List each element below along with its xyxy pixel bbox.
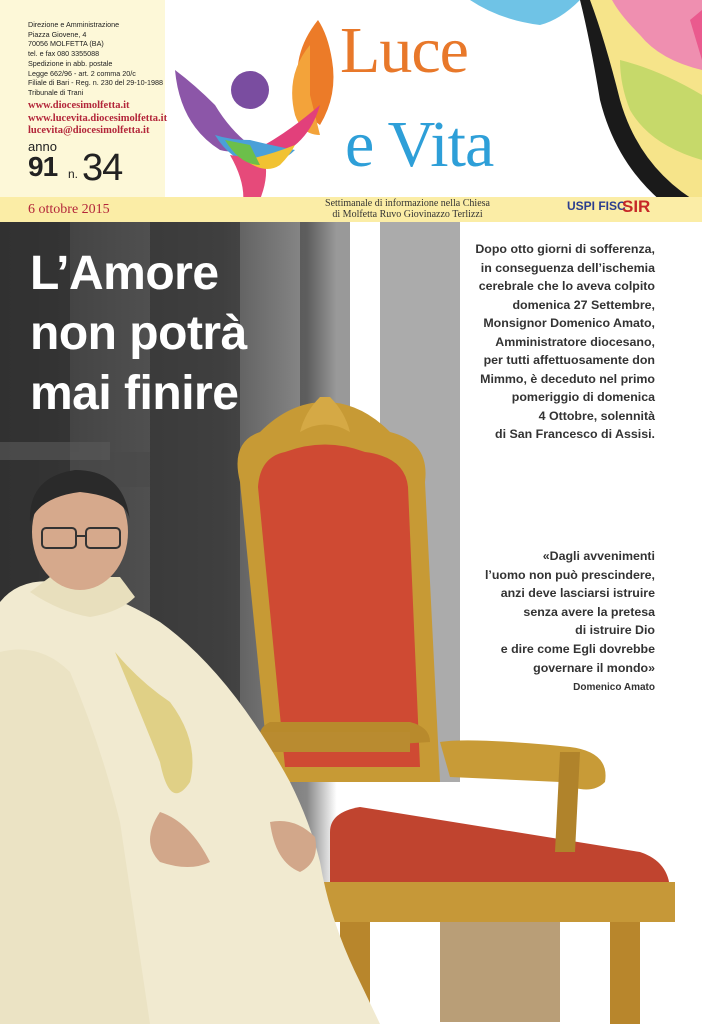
- story-line: 4 Ottobre, solennità: [538, 408, 655, 423]
- title-luce: Luce: [340, 14, 468, 87]
- quote-line: governare il mondo»: [533, 660, 655, 675]
- lucevita-website-link[interactable]: www.lucevita.diocesimolfetta.it: [28, 112, 168, 124]
- story-line: in conseguenza dell’ischemia: [480, 260, 655, 275]
- subtitle-line: Settimanale di informazione nella Chiesa: [325, 198, 490, 209]
- admin-line: Legge 662/96 - art. 2 comma 20/c: [28, 68, 136, 78]
- story-line: pomeriggio di domenica: [511, 390, 655, 404]
- cover-headline: [30, 244, 247, 424]
- headline-line: non potrà: [30, 307, 247, 360]
- diocese-website-link[interactable]: www.diocesimolfetta.it: [28, 100, 130, 111]
- issue-number: 34: [82, 147, 123, 189]
- story-line: domenica 27 Settembre,: [512, 297, 655, 312]
- admin-info: [28, 20, 163, 98]
- title-e-vita: e Vita: [345, 108, 494, 181]
- headline-line: L’Amore: [30, 247, 219, 300]
- story-line: Mimmo, è deceduto nel primo: [480, 371, 655, 386]
- quote-line: senza avere la pretesa: [523, 604, 655, 619]
- quote-line: anzi deve lasciarsi istruire: [500, 586, 655, 601]
- story-line: Amministratore diocesano,: [495, 334, 655, 349]
- masthead-subtitle: [300, 199, 515, 220]
- issue-date: 6 ottobre 2015: [28, 202, 110, 217]
- admin-line: Piazza Giovene, 4: [28, 29, 87, 39]
- story-line: cerebrale che lo aveva colpito: [478, 279, 655, 293]
- admin-line: 70056 MOLFETTA (BA): [28, 39, 104, 49]
- subtitle-line: di Molfetta Ruvo Giovinazzo Terlizzi: [332, 208, 483, 220]
- admin-line: Tribunale di Trani: [28, 87, 84, 97]
- story-line: Monsignor Domenico Amato,: [483, 316, 655, 330]
- email-link[interactable]: lucevita@diocesimolfetta.it: [28, 125, 150, 136]
- quote-author: Domenico Amato: [573, 682, 655, 693]
- headline-line: mai finire: [30, 367, 239, 420]
- quote-line: l’uomo non può prescindere,: [484, 567, 655, 582]
- pull-quote: [440, 547, 655, 677]
- masthead: [0, 0, 702, 222]
- number-label: n.: [68, 167, 79, 181]
- year-number: 91: [28, 151, 58, 182]
- quote-line: e dire come Egli dovrebbe: [500, 641, 655, 656]
- admin-line: tel. e fax 080 3355088: [28, 49, 100, 59]
- luce-e-vita-logo: [170, 15, 345, 215]
- story-line: per tutti affettuosamente don: [483, 353, 655, 367]
- web-links: [28, 100, 167, 138]
- story-line: Dopo otto giorni di sofferenza,: [475, 242, 655, 256]
- quote-line: «Dagli avvenimenti: [542, 549, 655, 563]
- story-line: di San Francesco di Assisi.: [495, 427, 655, 441]
- admin-line: Filiale di Bari - Reg. n. 230 del 29-10-1988: [28, 78, 164, 88]
- sir-logo: SIR: [622, 197, 651, 216]
- quote-line: di istruire Dio: [575, 623, 655, 638]
- story-summary: [455, 240, 655, 444]
- admin-line: Spedizione in abb. postale: [28, 58, 113, 68]
- anno-label: anno: [28, 139, 57, 154]
- uspi-fisc-logo: USPI FISC: [567, 199, 626, 213]
- admin-line: Direzione e Amministrazione: [28, 20, 120, 29]
